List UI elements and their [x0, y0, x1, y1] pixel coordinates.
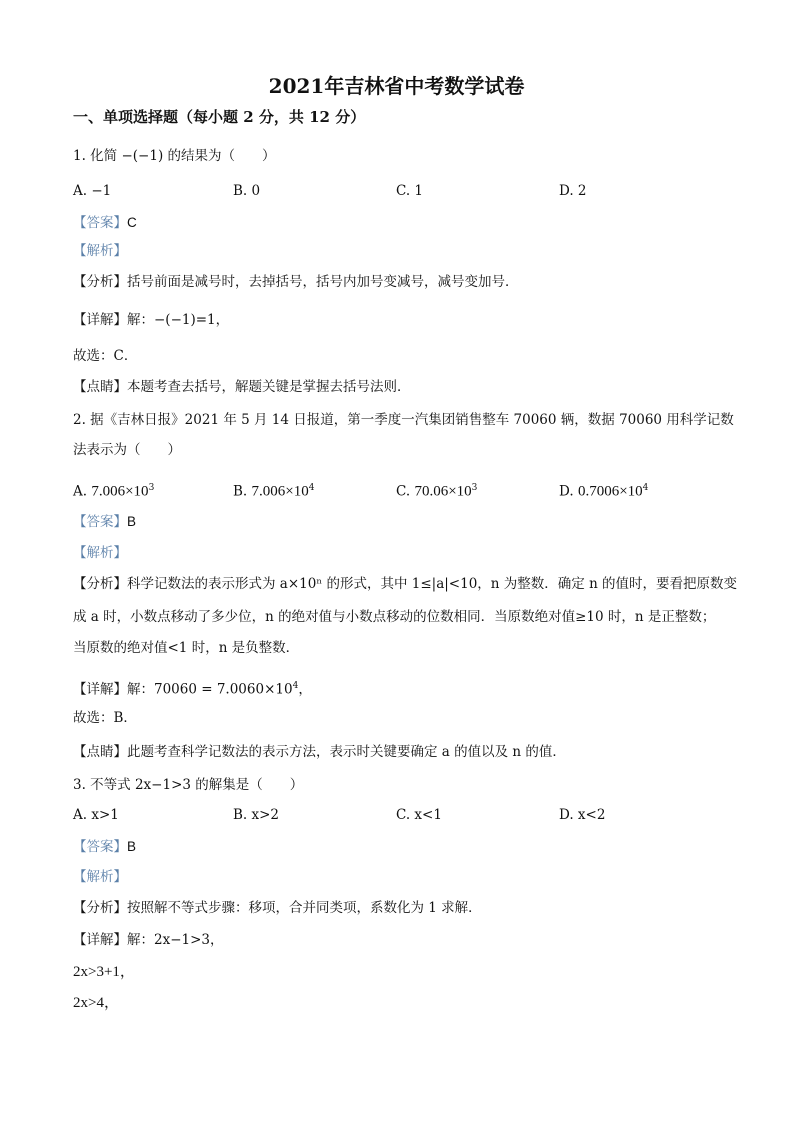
q3-analysis: 【分析】按照解不等式步骤：移项，合并同类项，系数化为 1 求解． [73, 900, 482, 916]
q1-comment: 【点睛】本题考查去括号，解题关键是掌握去括号法则． [73, 379, 411, 395]
q2-stem-1: 2. 据《吉林日报》2021 年 5 月 14 日报道，第一季度一汽集团销售整车 70060 辆，数据 70060 用科学记数 [73, 412, 734, 428]
q2-analysis-3: 当原数的绝对值<1 时，n 是负整数． [73, 640, 300, 656]
q1-analysis-head: 【解析】 [73, 243, 127, 259]
q1-analysis: 【分析】括号前面是减号时，去掉括号，括号内加号变减号，减号变加号． [73, 274, 519, 290]
q1-answer: 【答案】C [73, 215, 137, 231]
q2-analysis-1: 【分析】科学记数法的表示形式为 a×10ⁿ 的形式，其中 1≤|a|<10，n 为整数．确定 n 的值时，要看把原数变 [73, 576, 738, 592]
q3-step-2: 2x>4， [73, 995, 119, 1011]
q2-option-c: C. $70.06\times 10^3$ [396, 483, 478, 500]
q2-answer: 【答案】B [73, 514, 137, 530]
q3-step-1: 2x>3+1， [73, 964, 135, 980]
page-title: 2021年吉林省中考数学试卷 [268, 74, 525, 98]
q1-option-a: A. −1 [73, 183, 112, 199]
q1-option-b: B. 0 [233, 183, 261, 199]
q3-option-b: B. x>2 [233, 807, 280, 823]
q2-detail: 【详解】解：$70060 = 7.0060\times 10^4$， [73, 681, 312, 698]
q3-option-d: D. x<2 [559, 807, 606, 823]
q2-comment: 【点睛】此题考查科学记数法的表示方法，表示时关键要确定 a 的值以及 n 的值． [73, 744, 566, 760]
q3-option-a: A. x>1 [73, 807, 119, 823]
q1-choose: 故选：C． [73, 348, 138, 364]
q3-option-c: C. x<1 [396, 807, 442, 823]
q2-analysis-head: 【解析】 [73, 545, 127, 561]
q3-analysis-head: 【解析】 [73, 869, 127, 885]
q2-option-d: D. $0.7006\times 10^4$ [559, 483, 649, 500]
q2-stem-2: 法表示为（ ） [73, 442, 181, 458]
q1-stem: 1. 化简 −(−1) 的结果为（ ） [73, 148, 276, 164]
q1-option-d: D. 2 [559, 183, 587, 199]
q3-detail: 【详解】解：2x−1>3， [73, 932, 224, 948]
q1-option-c: C. 1 [396, 183, 424, 199]
q2-option-b: B. $7.006\times 10^4$ [233, 483, 315, 500]
q2-analysis-2: 成 a 时，小数点移动了多少位，n 的绝对值与小数点移动的位数相同．当原数绝对值≥10 时，n 是正整数； [73, 609, 716, 625]
q3-stem: 3. 不等式 2x−1>3 的解集是（ ） [73, 777, 304, 793]
q2-choose: 故选：B． [73, 710, 137, 726]
q3-answer: 【答案】B [73, 839, 137, 855]
q2-option-a: A. $7.006\times 10^3$ [73, 483, 155, 500]
q1-detail: 【详解】解：−(−1)=1， [73, 312, 230, 328]
section-heading: 一、单项选择题（每小题 2 分，共 12 分） [73, 108, 366, 126]
